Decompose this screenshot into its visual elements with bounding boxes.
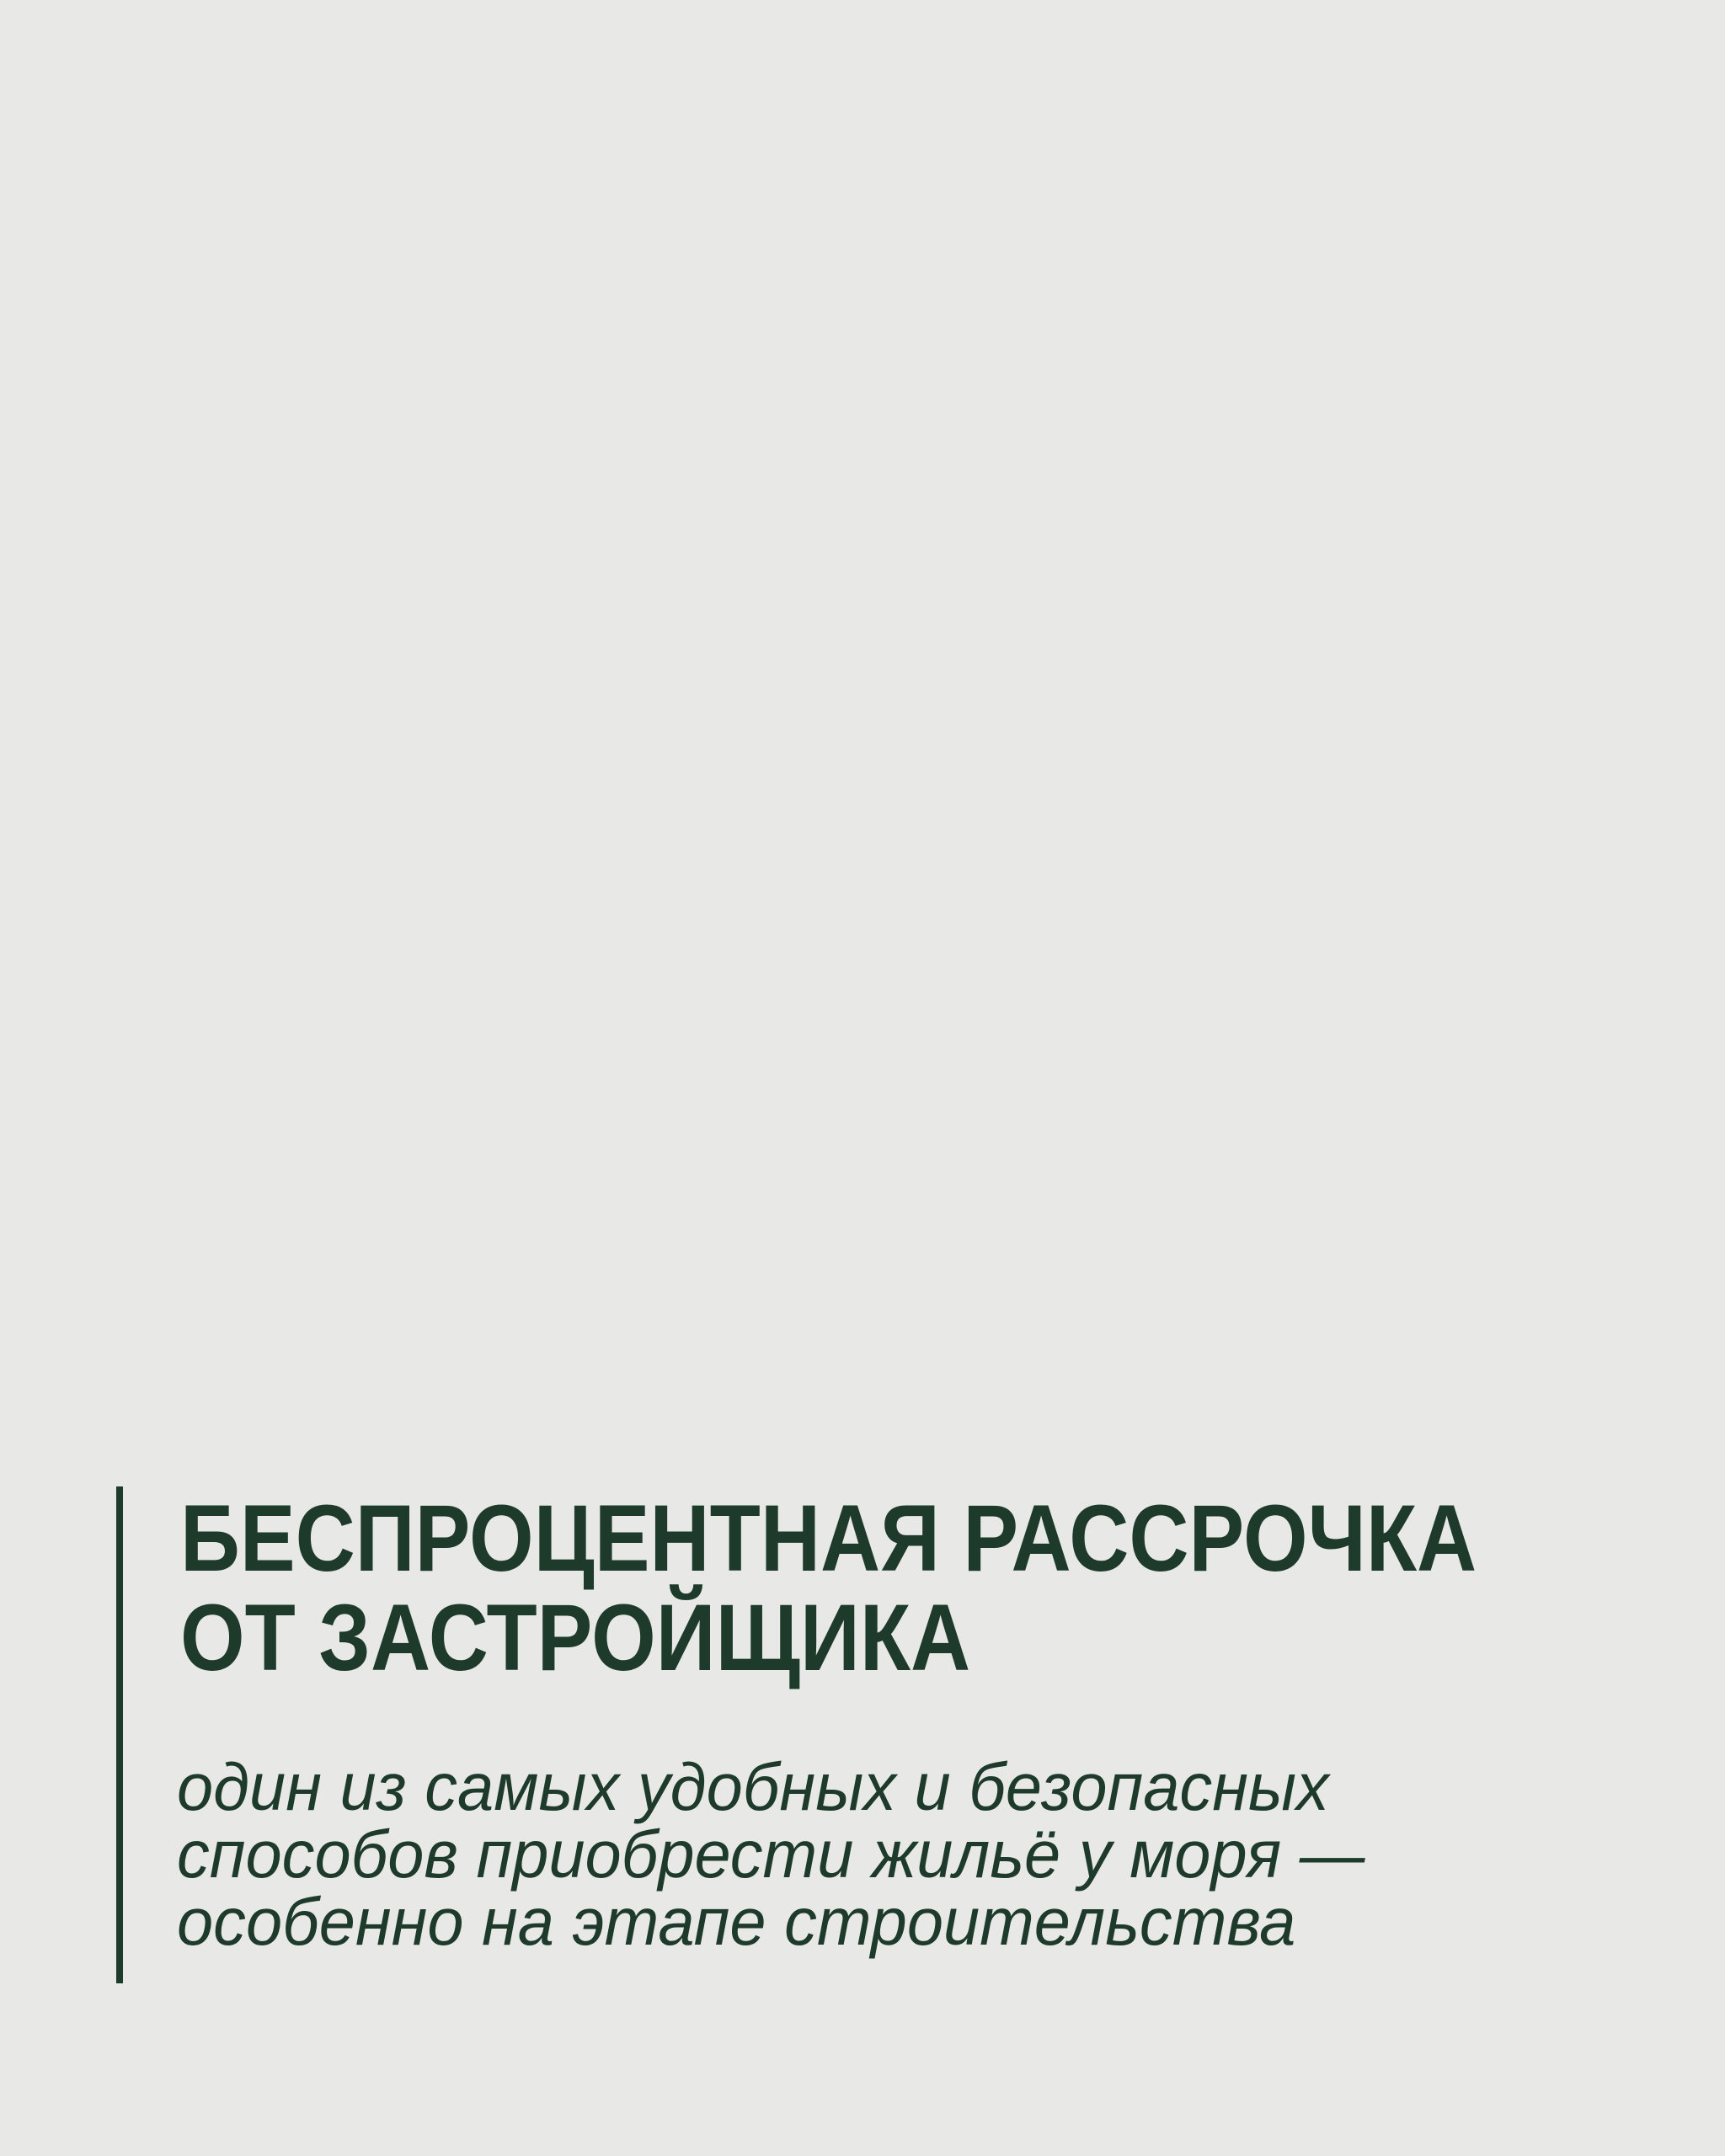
- title-line-2: ОТ ЗАСТРОЙЩИКА: [180, 1585, 971, 1690]
- page-title: [180, 1486, 1477, 1690]
- subtitle-line-1: один из самых удобных и безопасных: [177, 1749, 1329, 1824]
- title-line-1: БЕСПРОЦЕНТНАЯ РАССРОЧКА: [180, 1486, 1477, 1591]
- subtitle: [177, 1749, 1365, 1959]
- accent-vertical-bar: [116, 1486, 123, 1983]
- subtitle-line-2: способов приобрести жильё у моря —: [177, 1817, 1365, 1892]
- subtitle-line-3: особенно на этапе строительства: [177, 1884, 1296, 1959]
